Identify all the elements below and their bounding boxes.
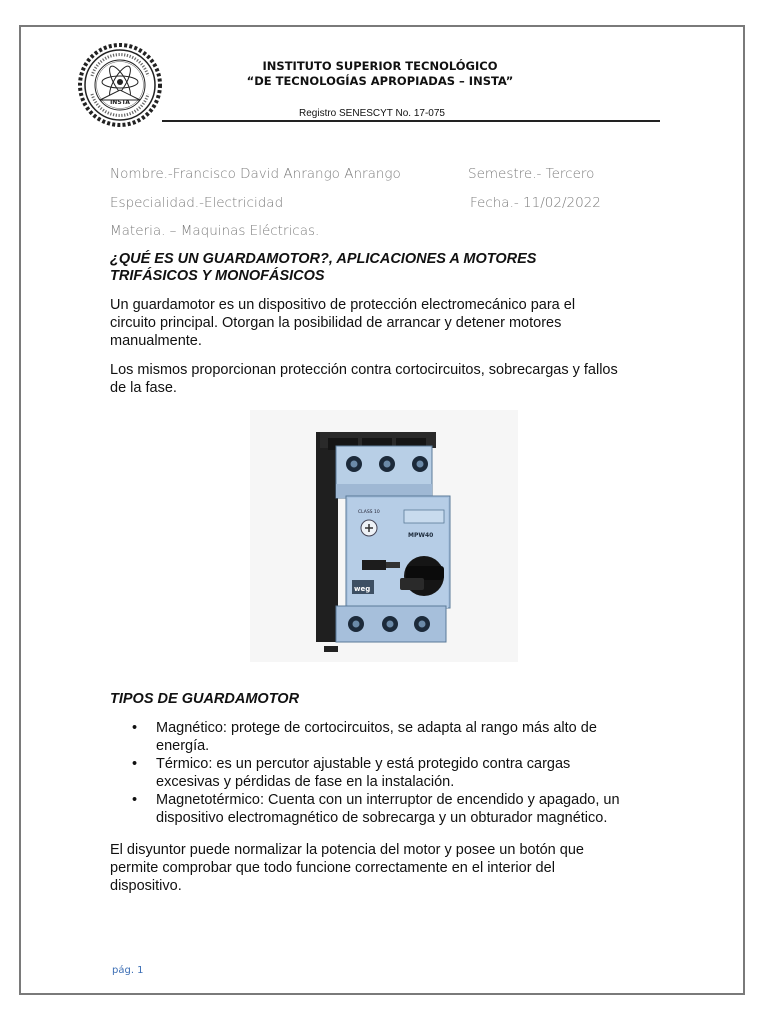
text-line: Magnetotérmico: Cuenta con un interruptor de encendido y apagado, un <box>156 792 620 808</box>
heading-line: TRIFÁSICOS Y MONOFÁSICOS <box>110 268 325 284</box>
heading-line: ¿QUÉ ES UN GUARDAMOTOR?, APLICACIONES A MOTORES <box>110 251 537 267</box>
student-name: Nombre.-Francisco David Anrango Anrango <box>110 166 401 182</box>
section-heading-types: TIPOS DE GUARDAMOTOR <box>110 691 300 707</box>
subject: Materia. – Maquinas Eléctricas. <box>110 223 320 239</box>
list-item <box>110 755 670 791</box>
specialty: Especialidad.-Electricidad <box>110 195 284 211</box>
paragraph-definition <box>110 296 670 350</box>
bullet-icon: • <box>132 792 138 808</box>
registro-number: Registro SENESCYT No. 17-075 <box>299 108 445 119</box>
header-divider <box>162 120 660 122</box>
institute-name-line2: “DE TECNOLOGÍAS APROPIADAS – INSTA” <box>246 74 514 88</box>
text-line: El disyuntor puede normalizar la potencia del motor y posee un botón que <box>110 842 584 858</box>
motor-protector-image <box>250 410 518 662</box>
bullet-icon: • <box>132 720 138 736</box>
text-line: Los mismos proporcionan protección contra cortocircuitos, sobrecargas y fallos <box>110 362 618 378</box>
text-line: excesivas y pérdidas de fase en la instalación. <box>156 774 455 790</box>
class-label: CLASS 10 <box>358 510 380 515</box>
text-line: permite comprobar que todo funcione correctamente en el interior del <box>110 860 555 876</box>
paragraph-protection <box>110 361 670 397</box>
list-item <box>110 719 670 755</box>
logo-text: INSTA <box>110 99 130 106</box>
page-number: pág. 1 <box>112 965 144 976</box>
semester: Semestre.- Tercero <box>468 166 595 182</box>
text-line: Un guardamotor es un dispositivo de protección electromecánico para el <box>110 297 576 313</box>
text-line: energía. <box>156 738 210 754</box>
date: Fecha.- 11/02/2022 <box>470 195 601 211</box>
bullet-icon: • <box>132 756 138 772</box>
model-label: MPW40 <box>408 532 434 539</box>
text-line: dispositivo. <box>110 878 182 894</box>
institute-logo <box>78 42 162 128</box>
institute-name <box>230 59 530 89</box>
text-line: dispositivo electromagnético de sobrecarga y un obturador magnético. <box>156 810 608 826</box>
list-item <box>110 791 670 827</box>
types-list <box>110 719 670 827</box>
institute-name-line1: INSTITUTO SUPERIOR TECNOLÓGICO <box>262 59 498 73</box>
text-line: manualmente. <box>110 333 202 349</box>
brand-logo: weg <box>354 585 371 593</box>
section-heading-definition <box>110 251 536 285</box>
paragraph-closing <box>110 841 670 895</box>
text-line: Magnético: protege de cortocircuitos, se adapta al rango más alto de <box>156 720 597 736</box>
text-line: circuito principal. Otorgan la posibilidad de arrancar y detener motores <box>110 315 562 331</box>
text-line: Térmico: es un percutor ajustable y está protegido contra cargas <box>156 756 571 772</box>
text-line: de la fase. <box>110 380 177 396</box>
